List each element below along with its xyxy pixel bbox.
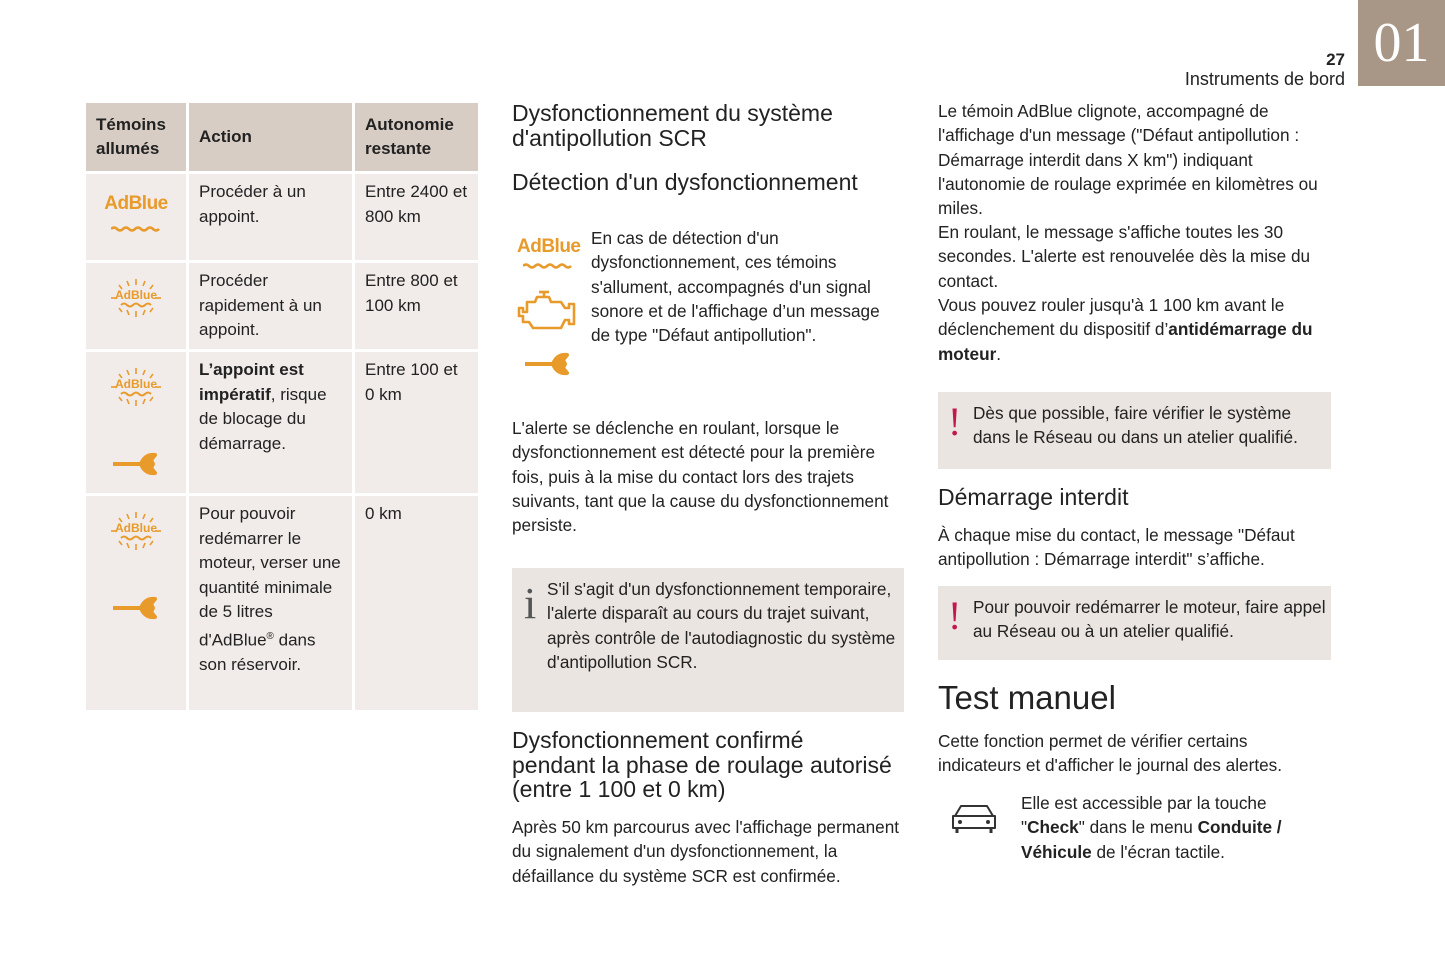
warning-box [938, 586, 1331, 660]
chapter-tab: 01 [1358, 0, 1445, 86]
wrench-icon [111, 448, 161, 478]
table-row [86, 174, 478, 260]
action-cell: L’appoint est impératif, risque de blocage du démarrage. [189, 352, 352, 493]
rolling-text: En roulant, le message s'affiche toutes les 30 secondes. L'alerte est renouvelée dès la mise du contact. [938, 222, 1311, 291]
info-text: S'il s'agit d'un dysfonctionnement temporaire, l'alerte disparaît au cours du trajet suivant, après contrôle de l'autodiagnostic du système d'antipollution SCR. [547, 579, 896, 672]
test-title: Test manuel [938, 679, 1116, 716]
wrench-icon [523, 348, 573, 378]
adblue-blinking-icon [103, 366, 169, 412]
confirmed-text: Après 50 km parcourus avec l'affichage permanent du signalement d'un dysfonctionnement, la défaillance du système SCR est confirmée. [512, 817, 900, 886]
info-icon: i [524, 579, 537, 628]
indicator-cell [86, 174, 186, 260]
svg-text:AdBlue: AdBlue [115, 288, 157, 302]
test-text: Cette fonction permet de vérifier certains indicateurs et d'afficher le journal des alertes. [938, 731, 1283, 776]
detection-title: Détection d'un dysfonctionnement [512, 169, 858, 195]
adblue-icon: AdBlue [517, 236, 579, 276]
warning-text: Pour pouvoir redémarrer le moteur, faire appel au Réseau ou à un atelier qualifié. [973, 597, 1326, 642]
indicator-cell [86, 352, 186, 493]
indicator-cell [86, 496, 186, 710]
warning-icons [517, 236, 579, 378]
detection-text: En cas de détection d'un dysfonctionnement, ces témoins s'allument, accompagnés d'un signal sonore et de l'affichage d’un message de type "Défaut antipollution". [591, 228, 880, 346]
table-row [86, 352, 478, 493]
table-row [86, 496, 478, 710]
warning-box [938, 392, 1331, 469]
range-cell: Entre 800 et 100 km [355, 263, 478, 349]
start-title: Démarrage interdit [938, 484, 1129, 510]
table-row [86, 263, 478, 349]
page-number: 27 [1326, 50, 1345, 69]
col-header-action: Action [189, 103, 352, 171]
alert-text: L'alerte se déclenche en roulant, lorsque le dysfonctionnement est détecté pour la première fois, puis à la mise du contact lors des trajets suivants, tant que la cause du dysfonctionnement persiste. [512, 418, 889, 536]
exclamation-icon: ! [948, 593, 962, 638]
svg-text:AdBlue: AdBlue [115, 521, 157, 535]
car-icon [951, 802, 997, 836]
access-text: Elle est accessible par la touche "Check" dans le menu Conduite / Véhicule de l'écran tactile. [1021, 793, 1282, 862]
adblue-icon: AdBlue [86, 192, 186, 241]
start-text: À chaque mise du contact, le message "Défaut antipollution : Démarrage interdit" s’affiche. [938, 525, 1295, 570]
exclamation-icon: ! [948, 399, 962, 444]
confirmed-title: Dysfonctionnement confirmé pendant la phase de roulage autorisé (entre 1 100 et 0 km) [512, 727, 892, 802]
section-name: Instruments de bord [1184, 69, 1345, 89]
drive-text: Vous pouvez rouler jusqu'à 1 100 km avant le déclenchement du dispositif d’antidémarrage du moteur. [938, 295, 1313, 364]
blink-text: Le témoin AdBlue clignote, accompagné de l'affichage d'un message ("Défaut antipollution : Démarrage interdit dans X km") indiquant l'autonomie de roulage exprimée en kilomètres ou miles. [938, 101, 1318, 219]
svg-text:AdBlue: AdBlue [115, 377, 157, 391]
col-header-temoins: Témoins allumés [86, 103, 186, 171]
indicator-cell [86, 263, 186, 349]
range-cell: 0 km [355, 496, 478, 710]
action-cell: Procéder à un appoint. [189, 174, 352, 260]
range-cell: Entre 100 et 0 km [355, 352, 478, 493]
engine-icon [517, 290, 577, 334]
adblue-blinking-icon [103, 510, 169, 556]
info-box [512, 568, 904, 712]
adblue-blinking-icon [103, 277, 169, 323]
action-cell: Procéder rapidement à un appoint. [189, 263, 352, 349]
warning-text: Dès que possible, faire vérifier le système dans le Réseau ou dans un atelier qualifié. [973, 403, 1298, 448]
action-cell: Pour pouvoir redémarrer le moteur, verser une quantité minimale de 5 litres d'AdBlue® dans son réservoir. [189, 496, 352, 710]
range-cell: Entre 2400 et 800 km [355, 174, 478, 260]
wrench-icon [111, 592, 161, 622]
adblue-table [83, 100, 481, 713]
col-header-autonomie: Autonomie restante [355, 103, 478, 171]
main-section-title: Dysfonctionnement du système d'antipollution SCR [512, 100, 833, 151]
